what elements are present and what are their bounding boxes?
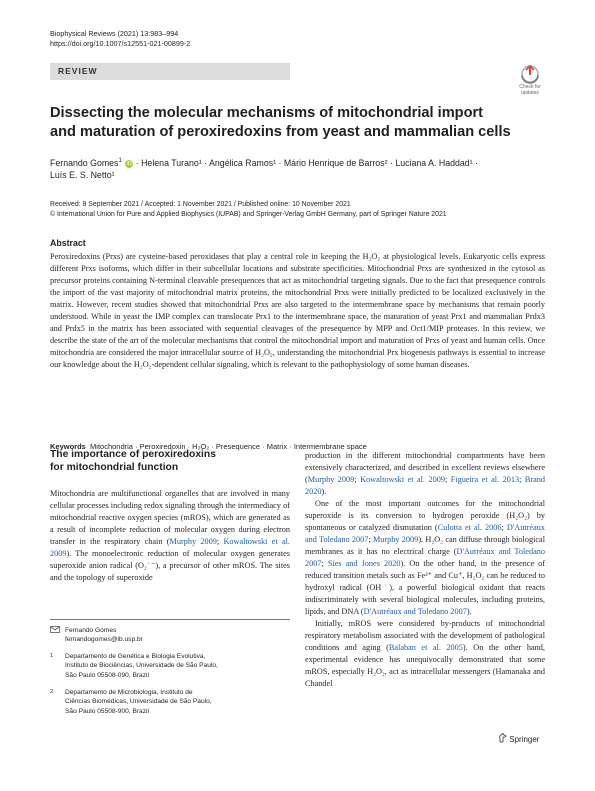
body-text: ). On the other hand, in the presence of reduced transition metals such as Fe²⁺ and Cu⁺, H₂O₂ can be reduced to hydroxyl radical (OH˙), a powerful biological oxidant that reacts indiscriminately with several biological molecules, including proteins, lipids, and DNA (	[305, 559, 546, 616]
citation-link[interactable]: Kowaltowski et al. 2009	[360, 475, 445, 484]
citation-link[interactable]: Sies and Jones 2020	[327, 559, 401, 568]
article-title	[50, 104, 550, 142]
aff-line: Departamento de Genética e Biologia Evolutiva,	[65, 653, 206, 660]
citation-link[interactable]: Brand 2020	[305, 475, 546, 496]
citation-link[interactable]: Murphy 2009	[169, 537, 217, 546]
section-title-line1: The importance of peroxiredoxins	[50, 449, 216, 460]
aff-line: Instituto de Biociências, Universidade de São Paulo,	[65, 662, 218, 670]
right-column-text	[305, 450, 545, 690]
springer-horse-icon	[498, 733, 507, 743]
citation-link[interactable]: D'Autréaux and Toledano 2007	[363, 607, 467, 616]
journal-header	[50, 29, 190, 49]
citation-link[interactable]: Murphy 2009	[307, 475, 355, 484]
abstract-text: Peroxiredoxins (Prxs) are cysteine-based peroxidases that play a central role in keeping the H₂O₂ at physiological levels. Eukaryotic cells express different Prxs isoforms, which differ in their subcellular locations and substrate specificities. Mitochondrial Prxs are synthesized in the cytosol as precursor proteins containing N-terminal cleavable presequences that act as mitochondrial targeting signals. Due to the fact that presequence controls the import of the vast majority of mitochondrial matrix proteins, the mitochondrial Prxs were initially predicted to be localized exclusively in the matrix. However, recent studies showed that mitochondrial Prxs are also targeted to the intermembrane space by mechanisms that remain poorly understood. While in yeast the IMP complex can translocate Prx1 to the intermembrane space, the maturation of yeast Prx1 and mammalian Prdx3 and Prdx5 in the matrix has been associated with sequential cleavages of the presequence by MPP and Oct1/MIP proteases. In this review, we describe the state of the art of the molecular mechanisms that control the mitochondrial import and maturation of Prxs of yeast and human cells. Once mitochondria are considered the major intracellular source of H₂O₂, understanding the mitochondrial Prx biogenesis pathways is essential to increase our knowledge about the H₂O₂-dependent cellular signaling, which is relevant to the pathophysiology of some human diseases.	[50, 252, 545, 369]
author-names-rest: · Helena Turano¹ · Angélica Ramos¹ · Mário Henrique de Barros² · Luciana A. Haddad¹ ·	[133, 157, 478, 168]
aff-line: Ciências Biomédicas, Universidade de São Paulo,	[65, 698, 212, 706]
citation-link[interactable]: Balaban et al. 2005	[388, 643, 463, 652]
body-text: ;	[444, 475, 451, 484]
corresponding-author	[50, 626, 290, 646]
aff-line: São Paulo 05508-090, Brazil	[65, 671, 149, 679]
article-dates	[50, 200, 550, 219]
body-text: ;	[501, 523, 507, 532]
body-text: ). The monoelectronic reduction of molecular oxygen generates superoxide anion radical (O₂˙⁻), a precursor of other mROS. The sites and the topology of superoxide	[50, 549, 290, 582]
aff-mark: 1	[50, 653, 54, 659]
badge-line2: updates	[521, 89, 539, 96]
copyright: © International Union for Pure and Applied Biophysics (IUPAB) and Springer-Verlag GmbH Germany, part of Springer Nature 2021	[50, 210, 447, 218]
citation-link[interactable]: D'Autréaux and Toledano 2007	[305, 547, 545, 568]
section-label: REVIEW	[58, 66, 98, 76]
body-text: ;	[216, 537, 224, 546]
corr-name: Fernando Gomes	[65, 627, 117, 634]
citation-link[interactable]: Kowaltowski et al. 2009	[50, 537, 290, 558]
body-text: ;	[354, 475, 361, 484]
aff-line: São Paulo 05508-900, Brazil	[65, 707, 149, 715]
citation-link[interactable]: D'Autréaux and Toledano 2007	[305, 523, 545, 544]
check-for-updates-badge[interactable]	[513, 63, 547, 97]
orcid-icon[interactable]: iD	[126, 160, 132, 167]
body-text: ;	[368, 535, 373, 544]
badge-line1: Check for	[519, 84, 541, 90]
author-list	[50, 155, 550, 182]
journal-citation: Biophysical Reviews (2021) 13:983–994	[50, 29, 179, 38]
left-column-text	[50, 488, 290, 584]
doi-link[interactable]: https://doi.org/10.1007/s12551-021-00899-2	[50, 39, 191, 48]
body-text: ;	[519, 475, 525, 484]
author-name[interactable]: Fernando Gomes	[50, 157, 119, 168]
footnote-rule	[50, 619, 290, 620]
citation-link[interactable]: Murphy 2009	[372, 535, 419, 544]
publisher-logo	[498, 733, 539, 744]
author-sup: 1	[118, 158, 122, 164]
citation-link[interactable]: Figueira et al. 2013	[450, 475, 520, 484]
body-text: production in the different mitochondrial compartments have been extensively characterized, and described in excellent reviews elsewhere (	[305, 451, 545, 484]
section-title-line2: for mitochondrial function	[50, 461, 179, 473]
body-text: ;	[321, 559, 328, 568]
affiliation-2	[50, 688, 290, 718]
body-text: ).	[321, 487, 327, 496]
body-text: One of the most important outcomes for the mitochondrial superoxide is its conversion to hydrogen peroxide (H₂O₂) by spontaneous or catalyzed dismutation (	[305, 499, 545, 532]
section-heading	[50, 449, 290, 474]
body-text: ). On the other hand, experimental evidence has unequivocally demonstrated that some mROS, especially H₂O₂, act as intracellular messengers (Hamanaka and Chandel	[305, 643, 545, 688]
envelope-icon	[50, 626, 60, 636]
aff-line: Departamento de Microbiologia, Instituto de	[65, 689, 193, 696]
corr-email[interactable]: fernandogomes@ib.usp.br	[65, 636, 143, 644]
body-text: Initially, mROS were considered by-products of mitochondrial respiratory metabolism associated with the development of pathological conditions and aging (	[305, 619, 545, 652]
citation-link[interactable]: Culotta et al. 2006	[437, 523, 502, 532]
body-text: ). H₂O₂ can diffuse through biological membranes as it has no electrical charge (	[305, 535, 546, 556]
aff-mark: 2	[50, 689, 54, 695]
author-line2: Luís E. S. Netto¹	[50, 170, 115, 181]
affiliation-1	[50, 652, 290, 682]
title-line1: Dissecting the molecular mechanisms of mitochondrial import	[50, 105, 484, 121]
body-text: Mitochondria are multifunctional organelles that are involved in many cellular processes including redox signaling through the intermediacy of mitochondrial reactive oxygen species (mROS), which are generated as a result of incomplete reduction of molecular oxygen during electron transfer in the respiratory chain (	[50, 489, 290, 546]
publisher-name: Springer	[509, 735, 540, 744]
title-line2: and maturation of peroxiredoxins from yeast and mammalian cells	[50, 124, 511, 140]
keywords-text: Mitochondria · Peroxiredoxin · H₂O₂ · Presequence · Matrix · Intermembrane space	[90, 442, 367, 451]
abstract-heading: Abstract	[50, 238, 86, 248]
body-text: ).	[466, 607, 472, 616]
keywords-label: Keywords	[50, 442, 86, 451]
section-label-bar	[50, 63, 290, 80]
received-dates: Received: 8 September 2021 / Accepted: 1 November 2021 / Published online: 10 November 2021	[50, 201, 351, 208]
